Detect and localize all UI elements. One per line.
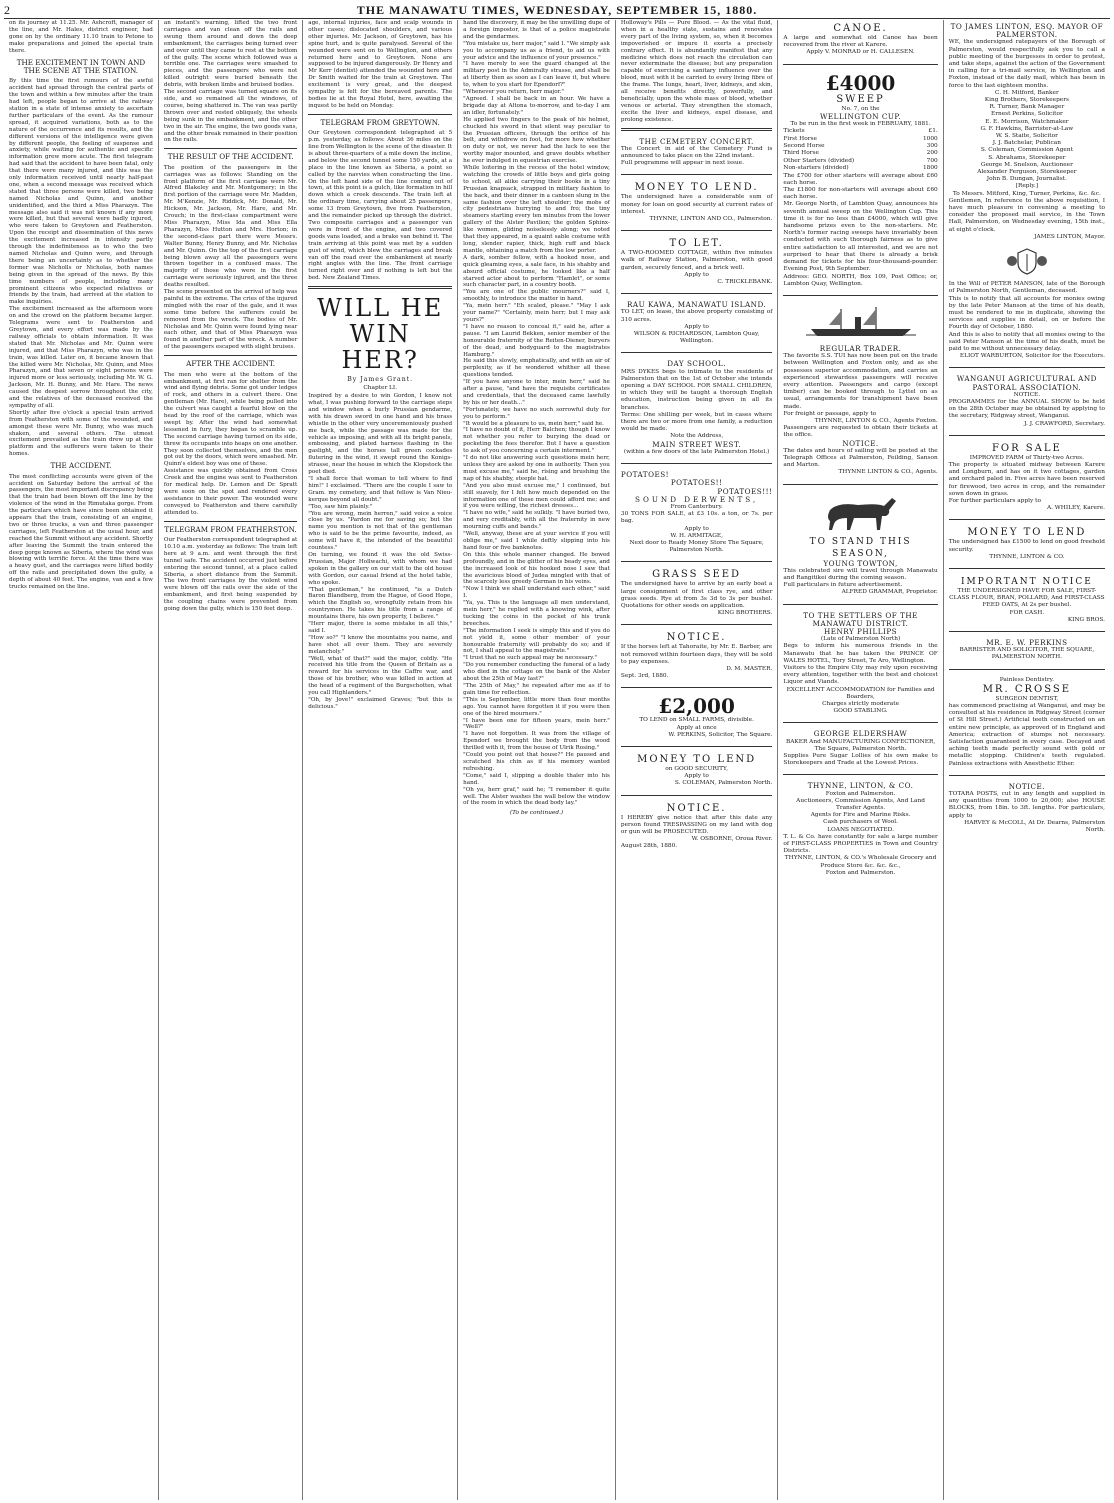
signer-name: John B. Dungan, Journalist. (986, 176, 1067, 183)
story-paragraph: "I trust that no such appeal may be necessary." (463, 655, 597, 662)
divider (164, 521, 297, 522)
estate-notice: In the Will of PETER MANSON, late of the Borough of Palmerston North, Gentleman, deceased. This is to notify that all accounts for monies owing by the late Peter Manson at the time of his death, must be rendered to me in duplicate, showing the services and supplies in detail, on or before the Fourth day of October, 1880. And this is also to notify that all monies owing to the said Peter Manson at the time of his death, must be paid to me without unnecessary delay. ELIOT WARBURTON, Solicitor for the Executors. (948, 281, 1105, 360)
story-paragraph: On turning, we found it was the old Swiss-Prussian, Major Hollwachi, with whom we had spoken in the gallery on our visit to the old house with Gordon, our casual friend at the hotel table, who spoke. (308, 551, 453, 586)
totara-advert: NOTICE. TOTARA POSTS, cut in any length and supplied in any quantities from 1000 to 20,000; also HOUSE BLOCKS, from 18in. to 3ft. lengths. For particulars, apply to HARVEY & McCOLL, At Dr. Dearns, Palmerston North. (948, 781, 1105, 834)
story-paragraph: "You are one of the public mourners?" said I, smoothly, to introduce the matter in hand. (463, 289, 610, 303)
article-paragraph: By this time the first rumours of the awful accident had spread through the central parts of the town and within a few minutes after the train had left, people began to arrive at the railway station in a state of intense anxiety to ascertain further particulars of the event. As the rumour spread, it acquired variations, both as to the nature of the occurrence and its results, and the different versions of the intelligence were given by different people, the feeling of suspense and anxiety, while waiting for authentic and specific information grew more acute. The first telegram had said that the accident to have been fatal, only that there were many injured, and this was the only information received until nearly half-past one, when a second message was received which stated that three persons were killed, two being named Nicholas and Quinn, and another unidentified, and the third a Miss Pharazyn. The message also said it was not known if any more were killed, but that several were badly injured, who were taken to Greytown and Featherston. Upon the receipt and dissemination of this news the excitement increased in intensity partly through the indefiniteness as to who the two named Nicholas and Quinn were, and through there being an uncertainty as to whether the former was Nicholls or Nicholas, both names being given in the spread of the news. By this time numbers of people, including many prominent citizens who expected relatives or friends by the train, had arrived at the station to make inquiries. (9, 78, 153, 306)
story-paragraph: "You mistake us, herr major," said I. "We simply ask you to accompany us as a friend, to aid us with your advice and the influence of your presence." (463, 40, 610, 61)
story-paragraph: "Now I think we shall understand each other," said I. (463, 586, 610, 600)
story-paragraph: "Do you remember conducting the funeral of a lady who died in the cottage on the bank of the Alster about the 25th of May last?" (463, 662, 610, 683)
steamship-icon (801, 305, 921, 343)
story-paragraph: He applied two fingers to the peak of his helmet, chucked his sword in that silent way peculiar to the Prussian officers, through the orifice of his belt, and withdrew on foot, for more how whether on duty or not, we never had the luck to see the worthy major mounted, and grave doubts whether he ever indulged in equestrian exercise. (463, 116, 610, 165)
advert-heading: NOTICE. (1008, 781, 1046, 791)
section-heading: THE ACCIDENT. (50, 461, 112, 471)
pills-advert: Holloway's Pills — Pure Blood. — As the vital fluid, when in a healthy state, sustains and renovates every part of the living system, so, when it becomes impoverished or impure it exerts a precisely contrary effect. It is abundantly manifest that any medicine which does not reach the circulation can never exterminate the disease; but any preparation capable of exercising a sanitary influence over the blood, must with it be carried to every living fibre of the frame. The lungs, heart, liver, kidneys, and skin, all receive benefits directly, powerfully, and beneficially, upon the whole mass of blood, whether venous or arterial. They strengthen the stomach, excite the liver and kidneys, expel disease, and prolong existence. (620, 20, 773, 123)
agents-advert: THYNNE, LINTON, & CO. Foxton and Palmerston. Auctioneers, Commission Agents, And Land Transfer Agents. Agents for Fire and Marine Risks. Cash purchasers of Wool. LOANS NEGOTIATED. T. L. & Co. have constantly for sale a large number of FIRST-CLASS PROPERTIES in Town and Country Districts. THYNNE, LINTON, & CO.'s Wholesale Grocery and Produce Store &c. &c. &c., Foxton and Palmerston. (783, 781, 938, 876)
page-number: 2 (4, 3, 11, 17)
money-advert: MONEY TO LEND. The undersigned have a considerable sum of money for loan on good security at current rates of interest. THYNNE, LINTON AND CO., Palmerston. (620, 182, 773, 223)
advert-heading: DAY SCHOOL. (667, 359, 726, 369)
coat-of-arms-icon (1004, 246, 1050, 276)
column-4 (458, 20, 616, 1500)
story-paragraph: "This is September, little more than four months ago. You cannot have forgotten it if you were then one of the hired mourners." (463, 696, 610, 717)
story-paragraph: "Well, anyway, these are at your service if you will oblige me," said I while deftly slipping into his hand four or five banknotes. (463, 531, 610, 551)
signer-name: G. F. Hawkins, Barrister-at-Law (980, 125, 1074, 132)
story-paragraph: "The information I seek is simply this and if you do not yield it, some other member of your honourable fraternity will probably do so; and if not, I shall appeal to the magistrate." (463, 627, 610, 655)
prize-value: 200 (926, 150, 938, 157)
prize-table (783, 136, 937, 173)
advert-heading: MR. CROSSE (982, 683, 1072, 695)
prize-value: 1800 (922, 165, 938, 172)
story-paragraph: "Fortunately, we have no such sorrowful duty for you to perform." (463, 406, 610, 420)
flour-advert: IMPORTANT NOTICE THE UNDERSIGNED HAVE FOR SALE, FIRST-CLASS FLOUR, BRAN, POLLARD, And FIRST-CLASS FEED OATS, At 2s per bushel. FOR CASH. KING BROS. (949, 576, 1105, 623)
money-advert-2: MONEY TO LEND on GOOD SECURITY, Apply to S. COLEMAN, Palmerston North. (621, 751, 773, 791)
prize-value: 1000 (922, 135, 938, 142)
story-paragraph: "I shall force that woman to tell where to find him!" I exclaimed. "There are the couple I saw to Gram. my cemetery, and that fellow is Van Nieu-kerque beyond all doubt." (308, 476, 453, 503)
advert-heading: REGULAR TRADER. (819, 343, 902, 353)
column-2 (159, 20, 303, 1500)
story-paragraph: "That gentleman," he continued, "is a Dutch Baron Blandberg, from the Hague, of Good Hope, which the English so, wrongfully retain from his countrymen. He takes his title from a range of mountains there, his own property, I believe." (308, 586, 453, 621)
signer-name: Ernest Perkins, Solicitor (990, 111, 1063, 118)
serial-chapter: Chapter LI. (363, 385, 398, 392)
story-paragraph: While loitering in the recess of the hotel window, watching the crowds of little boys and girls going to school, all alike carrying their books in a tiny Prussian knapsack, strapped in military fashion to the back, and their dinner in a canteen slung in the same fashion over the left shoulder; the mobs of city pedestrians hurrying to and fro; the tiny steamers starting every ten minutes from the lower gallery of the Alster Pavilion; the golden Sphinx-like women, gliding noiselessly along; we noted that they appeared, in a quaint sable costume with long, slender rapier, thick, high ruff and black mantle, obtaining a match from the low porter. (463, 165, 610, 254)
day-school-advert: DAY SCHOOL. MRS DYKES begs to intimate to the residents of Palmerston that on the 1st of October she intends opening a DAY SCHOOL FOR SMALL CHILDREN, in which they will be taught a thorough English education, instruction being given in all its branches. Terms: One shilling per week, but in cases where there are two or more from one family, a reduction would be made. Note the Address, MAIN STREET WEST. (within a few doors of the late Palmerston Hotel.) (620, 359, 773, 455)
story-paragraph: "Oh ya, herr graf," said he; "I remember it quite well. The Alster washes the wall below the window of the room in which the dead body lay." (463, 786, 610, 807)
article-paragraph: Our Featherston correspondent telegraphed at 10.10 a.m. yesterday as follows: The train left here at 9 a.m. and went through the first tunnel safe. The accident occurred just before entering the second tunnel, at a place called Siberia, a short distance from the Summit. The two front carriages by the violent wind were blown off the rails over the side of the embankment, and first being suspended by the coupling chains were prevented from going down the gully, which is 150 feet deep. (163, 537, 298, 613)
story-paragraph: "Come," said I, slipping a double thaler into his hand. (463, 772, 610, 786)
hotel-advert: TO THE SETTLERS OF THE MANAWATU DISTRICT. HENRY PHILLIPS (Late of Palmerston North) Begs to inform his numerous friends in the Manawatu that he has taken the PRINCE OF WALES HOTEL, Tory Street, Te Aro, Wellington. Visitors to the Empire City may rely upon receiving every attention, together with the best and choicest Liquor and Viands. EXCELLENT ACCOMMODATION for Families and Boarders, Charges strictly moderate GOOD STABLING. (783, 610, 938, 715)
article-paragraph: Shortly after five o'clock a special train arrived from Featherston with some of the wounded, and amongst these were Mr. Bunny, who was much shaken, and several others. The utmost excitement prevailed as the train drew up at the platform and the sufferers were taken to their homes. (9, 409, 153, 458)
to-be-continued: (To be continued.) (509, 810, 564, 817)
prize-label: Third Horse (783, 150, 819, 157)
divider (164, 355, 297, 356)
advert-heading: MONEY TO LEND. (634, 182, 759, 194)
story-paragraph: "Herr major, there is some mistake in all this," said I. (308, 621, 453, 634)
story-paragraph: "You are wrong, mein herren," said voice a voice close by us. "Pardon me for saving so; but the name you mention is not that of the gentleman who is said to be the prime favourite, indeed, as some will have it, the intended of the beautiful countess." (308, 510, 453, 552)
story-paragraph: Inspired by a desire to win Gordon, I know not what, I was pushing forward to the carriage steps and window when a burly Prussian gendarme, with his drawn sword in one hand and his brass whistle in the other very unceremoniously pushed me back, while the passage was made for the vehicle as imposing, and with all its bright panels, embossing, and plated harness flashing in the gaslight, and the horses tall green cockades flutering in the wind, it swept round the Konigs-strasse, near the house in which the Klopstock the poet died. (308, 393, 453, 476)
solicitor-advert: MR. E. W. PERKINS BARRISTER AND SOLICITOR, THE SQUARE, PALMERSTON NORTH. (949, 636, 1105, 665)
story-paragraph: "Ya, ya. This is the language all men understand, mein herr," he replied with a knowing wink, after tucking the coins in the pocket of his trunk breeches. (463, 600, 610, 627)
article-intro: on its journey at 11.25. Mr. Ashcroft, manager of the line, and Mr. Hales, district engineer, had gone on by the ordinary 11.10 train to Petone to make preparations and joined the special train there. (9, 20, 153, 54)
article-paragraph: The position of the passengers in the carriages was as follows: Standing on the front platform of the first carriage were Mr. Alfred Blakeley and Mr. Montgomery; in the first portion of the carriage were Mr. Madden, Mr. M'Kenzie, Mr. Riddick, Mr. Donald, Mr. Hickson, Mr. Jackson, Mr. Hare, and Mr. Crouch; in the first-class compartment were Miss Pharazyn, Miss Ida and Miss Ella Pharazyn, Miss Hutton and Mrs. Horton; in the second-class part there were Messrs. Walter Bunny, Henry Bunny, and Mr. Nicholas and Mr. Quinn. On the top of the first carriage being blown away all the passengers were thrown together in a confused mass. The majority of those who were in the first carriage were seriously injured, and the three deaths resulted. (163, 164, 298, 289)
prize-label: Second Horse (783, 143, 825, 150)
prize-label: Non-starters (divided) (783, 165, 849, 172)
divider (308, 114, 452, 115)
advert-heading: RAU KAWA, MANAWATU ISLAND. (627, 300, 767, 310)
divider (164, 148, 297, 149)
advert-heading: THE CEMETERY CONCERT. (639, 136, 754, 146)
story-paragraph: "I have not forgotten. It was from the village of Ependorf we brought the body from the wood thrilled with it, from the house of Ulrik Rosing." (463, 731, 610, 752)
lend-advert: MONEY TO LEND The undersigned has £1500 to lend on good freehold security. THYNNE, LINTON & CO. (948, 527, 1105, 560)
story-paragraph: "Agreed. I shall be back in an hour. We have a brigade day at Altona to-morrow, and to-day I am an idler, fortunately." (463, 95, 610, 116)
serial-title: WILL HE WIN HER? (317, 294, 444, 375)
story-paragraph: A dark, somber fellow, with a hooked nose, and quick gleaming eyes, a sale face, in his shabby and absurd official costume, he looked like a half starved actor about to perform "Hamlet", or some such character part, in a country booth. (463, 254, 610, 289)
advert-heading: NOTICE. (666, 632, 727, 644)
article-paragraph: The scene presented on the arrival of help was painful in the extreme. The cries of the injured mingled with the roar of the gale, and it was some time before the sufferers could be removed from the wreck. The bodies of Mr. Nicholas and Mr. Quinn were found lying near each other, and that of Miss Pharazyn was found in another part of the wreck. A number of the passengers escaped with slight bruises. (163, 289, 298, 351)
article-paragraph: Assistance was quickly obtained from Cross Creek and the engine was sent to Featherston for medical help. Dr. Lemon and Dr. Spratt were soon on the spot and rendered every assistance in their power. The wounded were conveyed to Featherston and there carefully attended to. (163, 468, 298, 516)
story-paragraph: "The 25th of May," he repeated after me as if to gain time for reflection. (463, 683, 610, 696)
story-paragraph: "Whenever you return, herr major." (463, 89, 564, 96)
loan-advert: £2,000 TO LEND on SMALL FARMS, divisible. Apply at once W. PERKINS, Solicitor, The Square. (639, 694, 773, 738)
section-heading: THE RESULT OF THE ACCIDENT. (167, 152, 294, 162)
trespass-notice: NOTICE. I HEREBY give notice that after this date any person found TRESPASSING on my land with dog or gun will be PROSECUTED. W. OSBORNE, Oroua River. August 28th, 1880. (620, 802, 773, 850)
story-paragraph: "Could you point out that house?" He paused and scratched his chin as if his memory wanted refreshing. (463, 752, 610, 772)
advert-heading: TO THE SETTLERS OF THE MANAWATU DISTRICT. (803, 610, 918, 628)
signer-name: S. Coleman, Commission Agent (980, 147, 1073, 154)
story-paragraph: "I have no wife," said he sulkily. "I have buried two, and very creditably, with all the fraternity in new mourning cuffs and bands." (463, 510, 610, 531)
column-1 (4, 20, 159, 1500)
farm-sale-advert: FOR SALE IMPROVED FARM of Thirty-two Acres. The property is situated midway between Karere and Longburn, and has on it two cottages, garden and orchard paled in. Five acres have been reserved for firewood, two acres in crop, and the remainder sown down in grass. For further particulars apply to A. WHILEY, Karere. (948, 442, 1105, 512)
signer-name: Alexander Ferguson, Storekeeper (977, 169, 1077, 176)
article-paragraph: an instant's warning, lifted the two front carriages and van clean off the rails and swung them around and down the deep embankment, the carriages being turned over and over until they came to rest at the bottom of the gully. The scene which followed was a terrible one. The carriages were smashed to pieces, and the passengers who were not killed outright were buried beneath the debris, with broken limbs and bruised bodies. (163, 20, 298, 89)
story-paragraph: "How so?" "I know the mountains you name, and have shot all over them. They are severely melancholy." (308, 634, 453, 655)
story-paragraph: "Too, saw him plainly." (308, 503, 373, 510)
column-5 (616, 20, 779, 1500)
divider (308, 286, 452, 289)
advert-heading: IMPORTANT NOTICE (960, 576, 1093, 587)
article-paragraph: The men who were at the bottom of the embankment, at first ran for shelter from the wind and flying debris. Some got under ledges of rock, and others in a culvert there. One gentleman (Mr. Hare), while being pulled into the culvert was caught a fearful blow on the head by the roof of the carriage, which was swept by. After the wind had somewhat lessened in fury, they began to scramble up. The second carriage having turned on its side, threw its occupants into heaps on one another. They soon collected themselves, and the men got out by the doors, which were smashed. Mr. Quinn's eldest boy was one of these. (163, 371, 298, 468)
article-paragraph: age, internal injuries, face and scalp wounds in other cases; dislocated shoulders, and various other injuries. Mr. Jackson, of Greytown, has his spine hurt, and is quite paralysed. Several of the wounded were sent on to Wellington, and others returned here and to Greytown. None are supposed to be injured dangerously. Dr Henry and Mr Kerr (dentist) attended the wounded here and Dr Smith waited for the train at Greytown. The excitement is very great, and the deepest sympathy is felt for the bereaved parents. The bodies lie at the Royal Hotel, here, awaiting the inquest to be held on Monday. (308, 20, 453, 109)
article-paragraph: The excitement increased as the afternoon wore on and the crowd on the platform became larger. Telegrams were sent to Featherston and Greytown, and every effort was made by the railway officials to obtain information. It was stated that Mr. Nicholas and Mr. Quinn were injured, and that Miss Pharazyn, who was in the train, was killed. Later on, it became known that the killed were Mr. Nicholas, Mr. Quinn, and Miss Pharazyn, and that seven or eight persons were injured more or less seriously, including Mr. W. G. Jackson, Mr. H. Bunny, and Mr. Hare. The news caused the deepest sorrow throughout the city, and the relatives of the deceased received the sympathy of all. (9, 306, 153, 409)
grass-seed-advert: GRASS SEED The undersigned have to arrive by an early boat a large consignment of first class rye, and other grass seeds. Rye at from 3s 3d to 3s per bushel. Quotations for other seeds on application. KING BROTHERS. (620, 569, 773, 617)
show-advert: WANGANUI AGRICULTURAL AND PASTORAL ASSOCIATION. NOTICE. PROGRAMMES for the ANNUAL SHOW to be held on the 28th October may be obtained by applying to the secretary, Ridgway street, Wanganui. J. J. CRAWFORD, Secretary. (948, 374, 1105, 427)
requisition-advert: TO JAMES LINTON, ESQ. MAYOR OF PALMERSTON. WE, the undersigned ratepayers of the Borough of Palmerston, would respectfully ask you to call a public meeting of the burgesses in order to protest, and take steps, against the action of the Government in calling for a tri-mail service, in Wellington and Foxton, instead of the daily mail, which has been in force to the last eighteen months. C. H. Mitford, Banker King Brothers, Storekeepers R. Turner, Bank Manager Ernest Perkins, Solicitor E. E. Morrison, Watchmaker G. F. Hawkins, Barrister-at-Law W. S. Staite, Solicitor J. J. Batchelar, Publican S. Coleman, Commission Agent S. Abrahams, Storekeeper George M. Snelson, Auctioneer Alexander Ferguson, Storekeeper John B. Dungan, Journalist. [Reply.] To Messrs. Mitford, King, Turner, Perkins, &c. &c. Gentlemen, In reference to the above requisition, I have much pleasure in convening a meeting to consider the proposed mail service, in the Town Hall, Palmerston, on Wednesday evening, 15th inst., at eight o'clock. JAMES LINTON, Mayor. (948, 22, 1105, 240)
story-paragraph: "Ya, mein herr." "Eh scaled, please." "May I ask your name?" "Certainly, mein herr; but I may ask yours?" (463, 303, 610, 323)
prize-row (783, 165, 937, 172)
signer-list (949, 90, 1105, 184)
story-paragraph: "Oh, by Jove!" exclaimed Graves; "but this is delicious." (308, 697, 453, 710)
article-paragraph: Our Greytown correspondent telegraphed at 5 p.m. yesterday, as follows: About 36 miles on the line from Wellington is the scene of the disaster. It is about three-quarters of a mile down the incline, and below the second tunnel some 150 yards, at a place in the line known as Siberia, a point so called by the navvies when constructing the line. On the left hand side of the line coming out of town, at this point is a gulch, like formation in hill down which a creek descends. The train left at the ordinary time, carrying about 25 passengers, some 13 from Greytown, five from Featherston, and the remainder picked up through the district. Two composite carriages and a passenger van were in front of the engine, and two covered goods vans loaded, and a brake van behind it. The train arriving at this point was met by a sudden gust of wind, which blew the carriages and break van off the road over the embankment at nearly right angles with the line. The front carriage turned right over and if nothing is left but the bed. New Zealand Times. (308, 130, 453, 282)
section-heading: TELEGRAM FROM GREYTOWN. (320, 117, 440, 127)
sweep-advert: £4000 SWEEP No. 7, on the WELLINGTON CUP. To be run in the first week in FEBRUARY, 1881. Tickets £1. First Horse 1000 Second Horse 300 Third Horse 200 Other Starters (divided) 700 Non-starters (divided) 1800 The £700 for other starters will average about £60 each horse. The £1800 for non-starters will average about £60 each horse. Mr. George North, of Lambton Quay, announces his seventh annual sweep on the Wellington Cup. This time it is for no less than £4000, which will give handsome prizes even to the non-starters. Mr. North's former racing sweeps have invariably been conducted with such thorough fairness as to give entire satisfaction to all interested, and we are not surprised to hear that there is already a brisk demand for tickets for his four-thousand-pounder. Evening Post, 9th September. Address: GEO. NORTH, Box 109, Post Office; or, Lambton Quay, Wellington. (783, 70, 938, 287)
horse-icon (816, 494, 906, 534)
advert-heading: GRASS SEED (652, 569, 742, 581)
to-let-advert: TO LET. A TWO-ROOMED COTTAGE, within five minutes walk of Railway Station, Palmerston, with good garden, securely fenced, and a brick well. Apply to C. TRICKLEBANK. (620, 238, 773, 286)
story-paragraph: "I have been one for fifteen years, mein herr." "Well?" (463, 717, 610, 731)
story-paragraph: "I have no doubt of it, Herr Balchen; though I know not whether you refer to burying the dead or pocketing the fees therefor. But I have a question to ask of you concerning a certain interment." (463, 427, 610, 455)
rau-kawa-advert: RAU KAWA, MANAWATU ISLAND. TO LET, on lease, the above property consisting of 310 acres. Apply to WILSON & RICHARDSON, Lambton Quay, Wellington. (620, 300, 773, 345)
prize-row (783, 150, 937, 157)
advert-heading: MONEY TO LEND (637, 753, 757, 765)
section-heading: TELEGRAM FROM FEATHERSTON. (164, 524, 297, 534)
story-paragraph: "It would be a pleasure to us, mein herr," said he. (463, 420, 604, 427)
story-paragraph: "Well, what of that?" said the major, coldly. "He received his title from the Queen of Britain as a reward for his services in the Caffre war, and those of his brother, who was killed in action at the head of a regiment of the Burgschotten, what you call Highlanders." (308, 655, 453, 697)
signer-name: J. J. Batchelar, Publican (992, 140, 1061, 147)
potatoes-advert: POTATOES! POTATOES!! POTATOES!!! SOUND DERWENTS, From Canterbury. 30 TONS FOR SALE, at £3 10s. a ton, or 7s. per bag. Apply to W. H. ARMITAGE, Next door to Ready Money Store The Square, Palmerston North. (620, 470, 773, 554)
masthead (4, 0, 1110, 19)
serial-byline: By James Grant. (347, 376, 414, 384)
story-paragraph: "I do not like answering such questions mein herr, unless they are asked by one in authority. Then you must excuse me," said he, rising and brushing the nap of his shabby, steeple hat. (463, 455, 610, 482)
canoe-advert: CANOE. A large and somewhat old Canoe has been recovered from the river at Karere. Apply V. MONRAD or H. CALLESEN. (783, 23, 938, 56)
prize-label: First Horse (783, 135, 817, 142)
advert-heading: NOTICE. (666, 802, 727, 814)
signer-name: King Brothers, Storekeepers (984, 97, 1069, 104)
story-paragraph: "I have merely to see the guard changed at the military post in the Admiralty strasse, and shall be at liberty then as soon as I can leave it, but where to, when to you start for Ependorf?" (463, 61, 610, 89)
baker-advert: GEORGE ELDERSHAW BAKER And MANUFACTURING CONFECTIONER, The Square, Palmerston North. Supplies Pure Sugar Lollies of his own make to Storekeepers and Trade at the Lowest Prices. (783, 729, 938, 767)
column-7 (944, 20, 1110, 1500)
advert-heading: GEORGE ELDERSHAW (813, 729, 908, 739)
signer-name: R. Turner, Bank Manager (989, 104, 1065, 111)
advert-heading: WANGANUI AGRICULTURAL AND PASTORAL ASSOCIATION. (956, 374, 1097, 392)
steamer-advert: REGULAR TRADER. The favorite S.S. TUI has now been put on the trade between Wellington and Foxton only, and as she possesses superior accommodation, and carries an experienced stewardess passengers will receive every attention. Passengers and cargo (except timber) can be booked through to Lyttel on as usual, arrangements for transhipment have been made. For freight or passage, apply to THYNNE, LINTON & CO., Agents Foxton. Passengers are requested to obtain their tickets at the office. NOTICE. The dates and hours of sailing will be posted at the Telegraph Offices at Palmerston, Feilding, Sanson and Marton. THYNNE LINTON & CO., Agents. (783, 300, 937, 480)
advert-heading: MONEY TO LEND (967, 527, 1087, 539)
notice-advert: NOTICE. If the horses left at Tahoraite, by Mr. E. Barber, are not removed within fourteen days, they will be sold to pay expenses. D. M. MASTER. Sept. 3rd, 1880. (620, 632, 773, 680)
advert-heading: TO JAMES LINTON, ESQ. MAYOR OF PALMERSTON. (950, 22, 1104, 40)
advert-heading: MR. E. W. PERKINS (986, 638, 1068, 647)
signer-name: E. E. Morrison, Watchmaker (985, 118, 1069, 125)
column-6 (778, 20, 943, 1500)
column-3 (303, 20, 458, 1500)
prize-value: 300 (926, 143, 938, 150)
prize-label: Other Starters (divided) (783, 157, 855, 164)
concert-advert: THE CEMETERY CONCERT. The Concert in aid of the Cemetery Fund is announced to take place on the 22nd instant. Full programme will appear in next issue. (620, 136, 773, 167)
signer-name: C. H. Mitford, Banker (994, 89, 1059, 96)
prize-row (783, 136, 937, 143)
prize-row (783, 143, 937, 150)
story-paragraph: hand the discovery, it may be the unwilling dupe of a foreign impostor, is that of a police magistrate and the gendarmes. (463, 20, 610, 40)
advert-heading: FOR SALE (991, 442, 1062, 454)
signer-name: W. S. Staite, Solicitor (995, 133, 1058, 140)
story-paragraph: "If you have anyone to inter, mein herr," said he after a pause, "and have the requisite certificates and credentials, that the deceased came lawfully by his or her death..." (463, 379, 610, 406)
prize-value: 700 (926, 157, 938, 164)
signer-name: S. Abrahams, Storekeeper (988, 154, 1066, 161)
story-paragraph: He said this slowly, emphatically, and with an air of perplexity, as if he wondered whither all these questions tended. (463, 358, 610, 379)
advert-heading: TO LET. (669, 238, 724, 250)
story-paragraph: On this this whole manner changed. He bowed profoundly, and in the glitter of his beady eyes, and the increased look of his hooked nose I saw that the avaricious blood of Judea mingled with that of the scarcely less greedy German in his veins. (463, 551, 610, 586)
article-paragraph: The most conflicting accounts were given of the accident on Saturday before the arrival of the passengers, the most important discrepancy being that the train had been blown off the line by the violence of the wind in the Rimutaka gorge. From the particulars which have since been obtained it appears that the train, consisting of an engine, two or three trucks, a van and three passenger carriages, left Featherston at the usual hour, and reached the Summit without any accident. Shortly after leaving the Summit the train entered the deep gorge known as Siberia, where the wind was blowing with terrific force. At the time there was a heavy gust, and the carriages were lifted bodily off the rails and precipitated down the gully, a depth of about 40 feet. The engine, van and a few trucks remained on the line. (9, 473, 153, 591)
advert-heading: TO STAND THIS SEASON, (809, 536, 912, 559)
dentist-advert: Painless Dentistry. MR. CROSSE SURGEON DENTIST, has commenced practising at Wanganui, and may be consulted at his residence in Ridgway Street (corner of St Hill Street.) Artificial teeth constructed on an entire new principle, as approved of in England and America; extraction of stumps not necessary. Satisfaction guaranteed in every case. Decayed and aching teeth made perfectly sound with gold or metallic stopping. Children's teeth regulated. Painless extractions with Anesthetic Ether. (948, 676, 1105, 767)
signer-name: George M. Snelson, Auctioneer (980, 161, 1073, 168)
advert-heading: CANOE. (833, 23, 888, 34)
masthead-title: THE MANAWATU TIMES, WEDNESDAY, SEPTEMBER 15, 1880. (356, 3, 758, 17)
advert-heading: THYNNE, LINTON, & CO. (807, 781, 914, 791)
newspaper-columns (4, 20, 1110, 1500)
story-paragraph: "I have no reason to conceal it," said he, after a pause. "I am Laurid Bekken, senior member of the honourable fraternity of the Reiten-Diener, buryers of the dead, and bodyguard to the magistrates Hamburg." (463, 323, 610, 358)
ticket-price: Tickets £1. (783, 128, 938, 135)
story-paragraph: "And you also must excuse me," I continued, but still suavely, for I felt how much depended on the information one of these men could afford me; and if you were willing, the richest dresses... (463, 482, 610, 510)
article-paragraph: The second carriage was turned square on its side, and so remained all the windows, of course, being shattered in. The van was partly thrown over and rested obliquely, the wheels being sunk in the embankment, and the other two in the air. The engine, the two goods vans, and the other break remained in their position on the rails. (163, 89, 298, 144)
section-heading: AFTER THE ACCIDENT. (186, 359, 275, 369)
section-heading: THE EXCITEMENT IN TOWN AND THE SCENE AT THE STATION. (16, 57, 146, 75)
stallion-advert: TO STAND THIS SEASON, YOUNG TOWTON, This celebrated sire will travel through Manawatu and Rangitikei during the coming season. Full particulars in future advertisement. ALFRED GRAMMAR, Proprietor. (783, 489, 937, 600)
